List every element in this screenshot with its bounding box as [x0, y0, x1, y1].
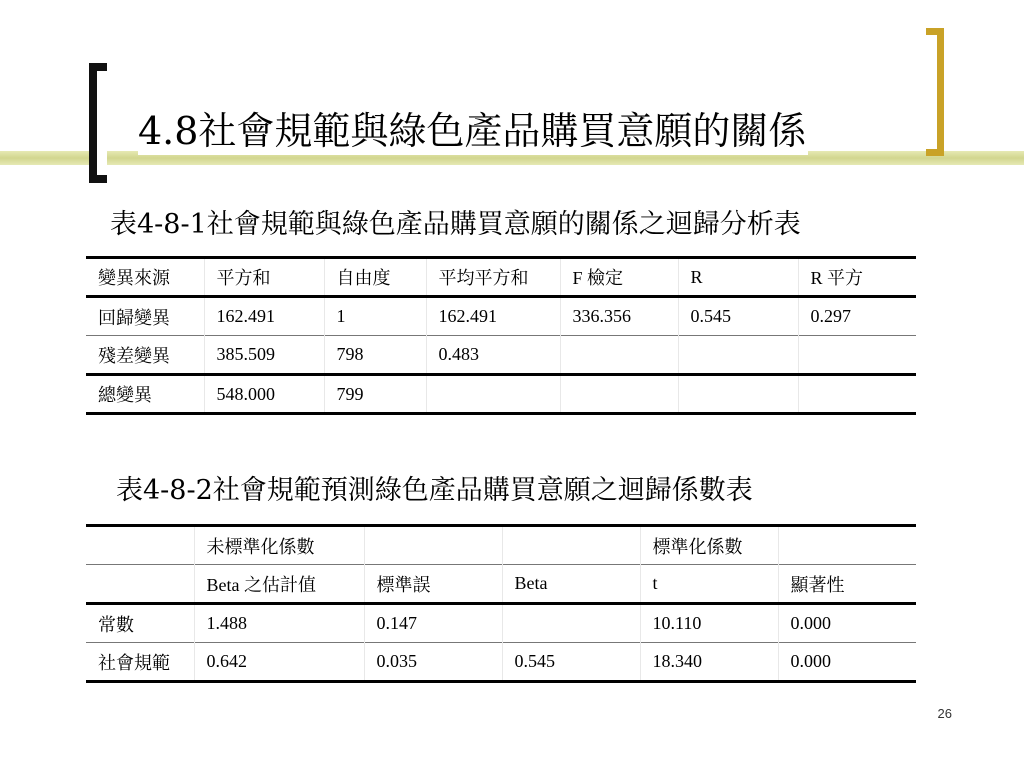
row-label: 社會規範: [86, 643, 194, 682]
table-cell: [798, 375, 916, 414]
table-cell: 1.488: [194, 604, 364, 643]
header-cell: 顯著性: [790, 574, 845, 595]
table-cell: [560, 375, 678, 414]
table1-caption: 表4-8-1社會規範與綠色產品購買意願的關係之迴歸分析表: [110, 209, 801, 240]
page-number: 26: [937, 706, 952, 721]
header-cell: 標準誤: [364, 565, 502, 604]
header-cell: [86, 565, 194, 604]
header-cell: R 平方: [810, 268, 864, 288]
table-cell: [502, 604, 640, 643]
table-group-header-row: [86, 526, 916, 565]
table-cell: 799: [324, 375, 426, 414]
header-cell: F 檢定: [560, 258, 678, 297]
table-cell: 10.110: [640, 604, 778, 643]
table-cell: 0.147: [364, 604, 502, 643]
group-header-cell: [502, 526, 640, 565]
table-cell: 0.000: [790, 613, 831, 633]
table-cell: [678, 336, 798, 375]
table-row: [86, 375, 916, 414]
table-cell: 0.545: [678, 297, 798, 336]
table-header-row: [86, 565, 916, 604]
table-cell: 798: [324, 336, 426, 375]
left-bracket-decoration: [89, 63, 107, 183]
group-header-cell: 標準化係數: [640, 526, 778, 565]
row-label: 常數: [86, 604, 194, 643]
table-cell: 162.491: [204, 297, 324, 336]
table-cell: 18.340: [640, 643, 778, 682]
header-cell: 自由度: [324, 258, 426, 297]
header-cell: t: [640, 565, 778, 604]
table-cell: 0.642: [194, 643, 364, 682]
table-cell: [678, 375, 798, 414]
group-header-cell: [86, 526, 194, 565]
group-header-cell: [778, 526, 916, 565]
table-cell: 162.491: [426, 297, 560, 336]
table-cell: 0.000: [790, 651, 831, 671]
header-cell: 平均平方和: [426, 258, 560, 297]
header-cell: 平方和: [204, 258, 324, 297]
row-label: 殘差變異: [86, 336, 204, 375]
table-cell: [798, 336, 916, 375]
table-row: [86, 336, 916, 375]
table-cell: [560, 336, 678, 375]
right-bracket-decoration: [926, 28, 944, 156]
table-cell: 0.545: [502, 643, 640, 682]
regression-anova-table: [86, 256, 916, 415]
table-cell: 548.000: [204, 375, 324, 414]
regression-coefficients-table: [86, 524, 916, 683]
table-cell: 0.483: [426, 336, 560, 375]
table-row: [86, 297, 916, 336]
table-cell: [426, 375, 560, 414]
table-cell: 0.297: [810, 306, 851, 326]
table2-caption: 表4-8-2社會規範預測綠色產品購買意願之迴歸係數表: [116, 475, 753, 506]
header-cell: Beta: [502, 565, 640, 604]
header-cell: Beta 之估計值: [194, 565, 364, 604]
table-row: [86, 604, 916, 643]
header-cell: R: [678, 258, 798, 297]
row-label: 總變異: [86, 375, 204, 414]
table-cell: 0.035: [364, 643, 502, 682]
table-cell: 1: [324, 297, 426, 336]
header-cell: 變異來源: [86, 258, 204, 297]
slide-title: 4.8社會規範與綠色產品購買意願的關係: [138, 109, 807, 153]
table-row: [86, 643, 916, 682]
row-label: 回歸變異: [86, 297, 204, 336]
table-header-row: [86, 258, 916, 297]
group-header-cell: [364, 526, 502, 565]
table-cell: 385.509: [204, 336, 324, 375]
table-cell: 336.356: [560, 297, 678, 336]
group-header-cell: 未標準化係數: [194, 526, 364, 565]
